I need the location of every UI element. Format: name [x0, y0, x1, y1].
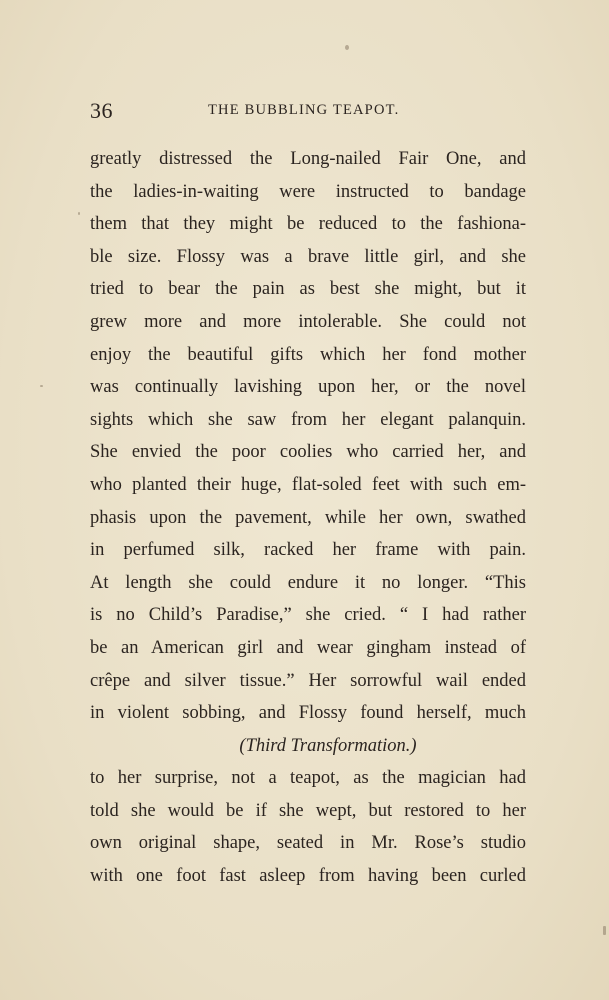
- paper-speck: [40, 385, 43, 387]
- text-line: own original shape, seated in Mr. Rose’s studio: [90, 833, 526, 854]
- text-line: crêpe and silver tissue.” Her sorrowful wail ended: [90, 670, 526, 691]
- running-title: THE BUBBLING TEAPOT.: [208, 102, 400, 118]
- text-line: sights which she saw from her elegant palanquin.: [90, 409, 526, 430]
- illustration-caption: (Third Transformation.): [239, 735, 417, 756]
- text-line: was continually lavishing upon her, or the novel: [90, 377, 526, 398]
- text-line: At length she could endure it no longer. “This: [90, 572, 526, 593]
- text-line: ble size. Flossy was a brave little girl, and she: [90, 246, 526, 267]
- page-header: [90, 98, 526, 126]
- text-line: who planted their huge, flat-soled feet with such em-: [90, 474, 526, 495]
- page-number: 36: [90, 98, 113, 123]
- text-line: to her surprise, not a teapot, as the magician had: [90, 768, 526, 789]
- text-line: is no Child’s Paradise,” she cried. “ I had rather: [90, 605, 526, 626]
- text-line: be an American girl and wear gingham instead of: [90, 637, 526, 658]
- text-line: in perfumed silk, racked her frame with pain.: [90, 540, 526, 561]
- paper-speck: [78, 212, 80, 215]
- paper-speck: [603, 926, 606, 935]
- text-line: phasis upon the pavement, while her own, swathed: [90, 507, 526, 528]
- text-line: them that they might be reduced to the fashiona-: [90, 214, 526, 235]
- text-line: tried to bear the pain as best she might, but it: [90, 279, 526, 300]
- body-text: [90, 143, 526, 893]
- text-line: grew more and more intolerable. She could not: [90, 311, 526, 332]
- text-line: the ladies-in-waiting were instructed to bandage: [90, 181, 526, 202]
- text-line: in violent sobbing, and Flossy found herself, much: [90, 703, 526, 724]
- text-line: told she would be if she wept, but restored to her: [90, 800, 526, 821]
- text-line: enjoy the beautiful gifts which her fond mother: [90, 344, 526, 365]
- paper-speck: [345, 45, 349, 50]
- text-line: She envied the poor coolies who carried her, and: [90, 442, 526, 463]
- text-line: greatly distressed the Long-nailed Fair One, and: [90, 149, 526, 169]
- text-line: with one foot fast asleep from having been curled: [90, 866, 526, 887]
